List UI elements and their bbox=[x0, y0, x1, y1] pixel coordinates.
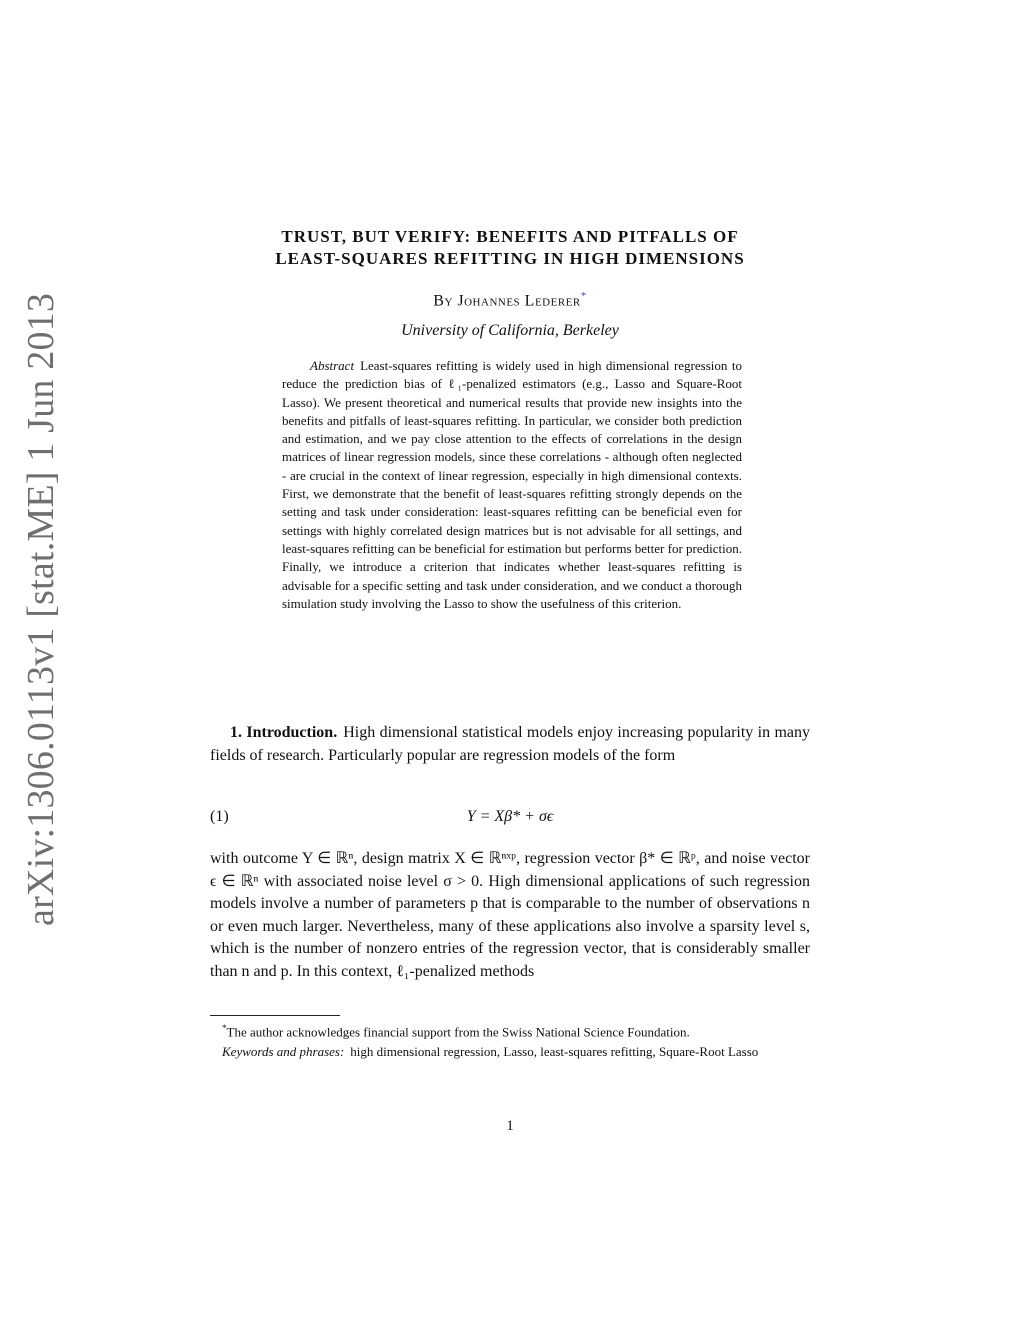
introduction-paragraph bbox=[210, 722, 810, 767]
keywords-text: high dimensional regression, Lasso, least-squares refitting, Square-Root Lasso bbox=[350, 1043, 759, 1059]
footnote-link-star[interactable]: * bbox=[580, 290, 587, 302]
page-number: 1 bbox=[506, 1118, 514, 1134]
byline-by: By bbox=[433, 292, 453, 310]
paper-title bbox=[200, 226, 820, 270]
equation-number: (1) bbox=[210, 808, 229, 825]
keywords-label: Keywords and phrases: bbox=[222, 1043, 345, 1059]
abstract-label: Abstract bbox=[310, 358, 355, 373]
keywords bbox=[210, 1043, 810, 1062]
author-name: Johannes Lederer bbox=[457, 292, 581, 310]
title-line-1: TRUST, BUT VERIFY: BENEFITS AND PITFALLS OF bbox=[281, 227, 739, 246]
abstract bbox=[282, 357, 742, 613]
introduction-text: High dimensional statistical models enjoy increasing popularity in many fields of research. Particularly popular are regression models of the form bbox=[210, 724, 810, 764]
section-heading: 1. Introduction. bbox=[230, 724, 338, 741]
footnote-marker: * bbox=[222, 1023, 227, 1033]
affiliation: University of California, Berkeley bbox=[401, 322, 619, 339]
title-line-2: LEAST-SQUARES REFITTING IN HIGH DIMENSIONS bbox=[275, 249, 745, 268]
body-paragraph-2: with outcome Y ∈ ℝⁿ, design matrix X ∈ ℝⁿˣᵖ, regression vector β* ∈ ℝᵖ, and noise vector ϵ ∈ ℝⁿ with associated noise level σ > 0. High dimensional applications of such regression models involve a number of parameters p that is comparable to the number of observations n or even much larger. Nevertheless, many of these applications also involve a sparsity level s, which is the number of nonzero entries of the regression vector, that is considerably smaller than n and p. In this context, ℓ₁-penalized methods bbox=[210, 850, 810, 980]
footnotes bbox=[210, 1019, 810, 1061]
footnote-rule bbox=[210, 1015, 340, 1016]
footnote-funding bbox=[210, 1019, 810, 1042]
byline bbox=[200, 290, 820, 310]
equation-1 bbox=[210, 808, 810, 830]
footnote-text: The author acknowledges financial support from the Swiss National Science Foundation. bbox=[226, 1024, 690, 1040]
abstract-text: Least-squares refitting is widely used in high dimensional regression to reduce the prediction bias of ℓ₁-penalized estimators (e.g., Lasso and Square-Root Lasso). We present theoretical and numerical results that provide new insights into the benefits and pitfalls of least-squares refitting. In particular, we consider both prediction and estimation, and we pay close attention to the effects of correlations in the design matrices of linear regression models, since these correlations - although often neglected - are crucial in the context of linear regression, especially in high dimensional contexts. First, we demonstrate that the benefit of least-squares refitting strongly depends on the setting and task under consideration: least-squares refitting can be beneficial even for settings with highly correlated design matrices but is not advisable for all settings, and least-squares refitting can be beneficial for estimation but performs better for prediction. Finally, we introduce a criterion that indicates whether least-squares refitting is advisable for a specific setting and task under consideration, and we conduct a thorough simulation study involving the Lasso to show the usefulness of this criterion. bbox=[282, 358, 742, 611]
arxiv-side-stamp: arXiv:1306.0113v1 [stat.ME] 1 Jun 2013 bbox=[20, 292, 62, 926]
equation-body: Y = Xβ* + σϵ bbox=[466, 808, 554, 825]
